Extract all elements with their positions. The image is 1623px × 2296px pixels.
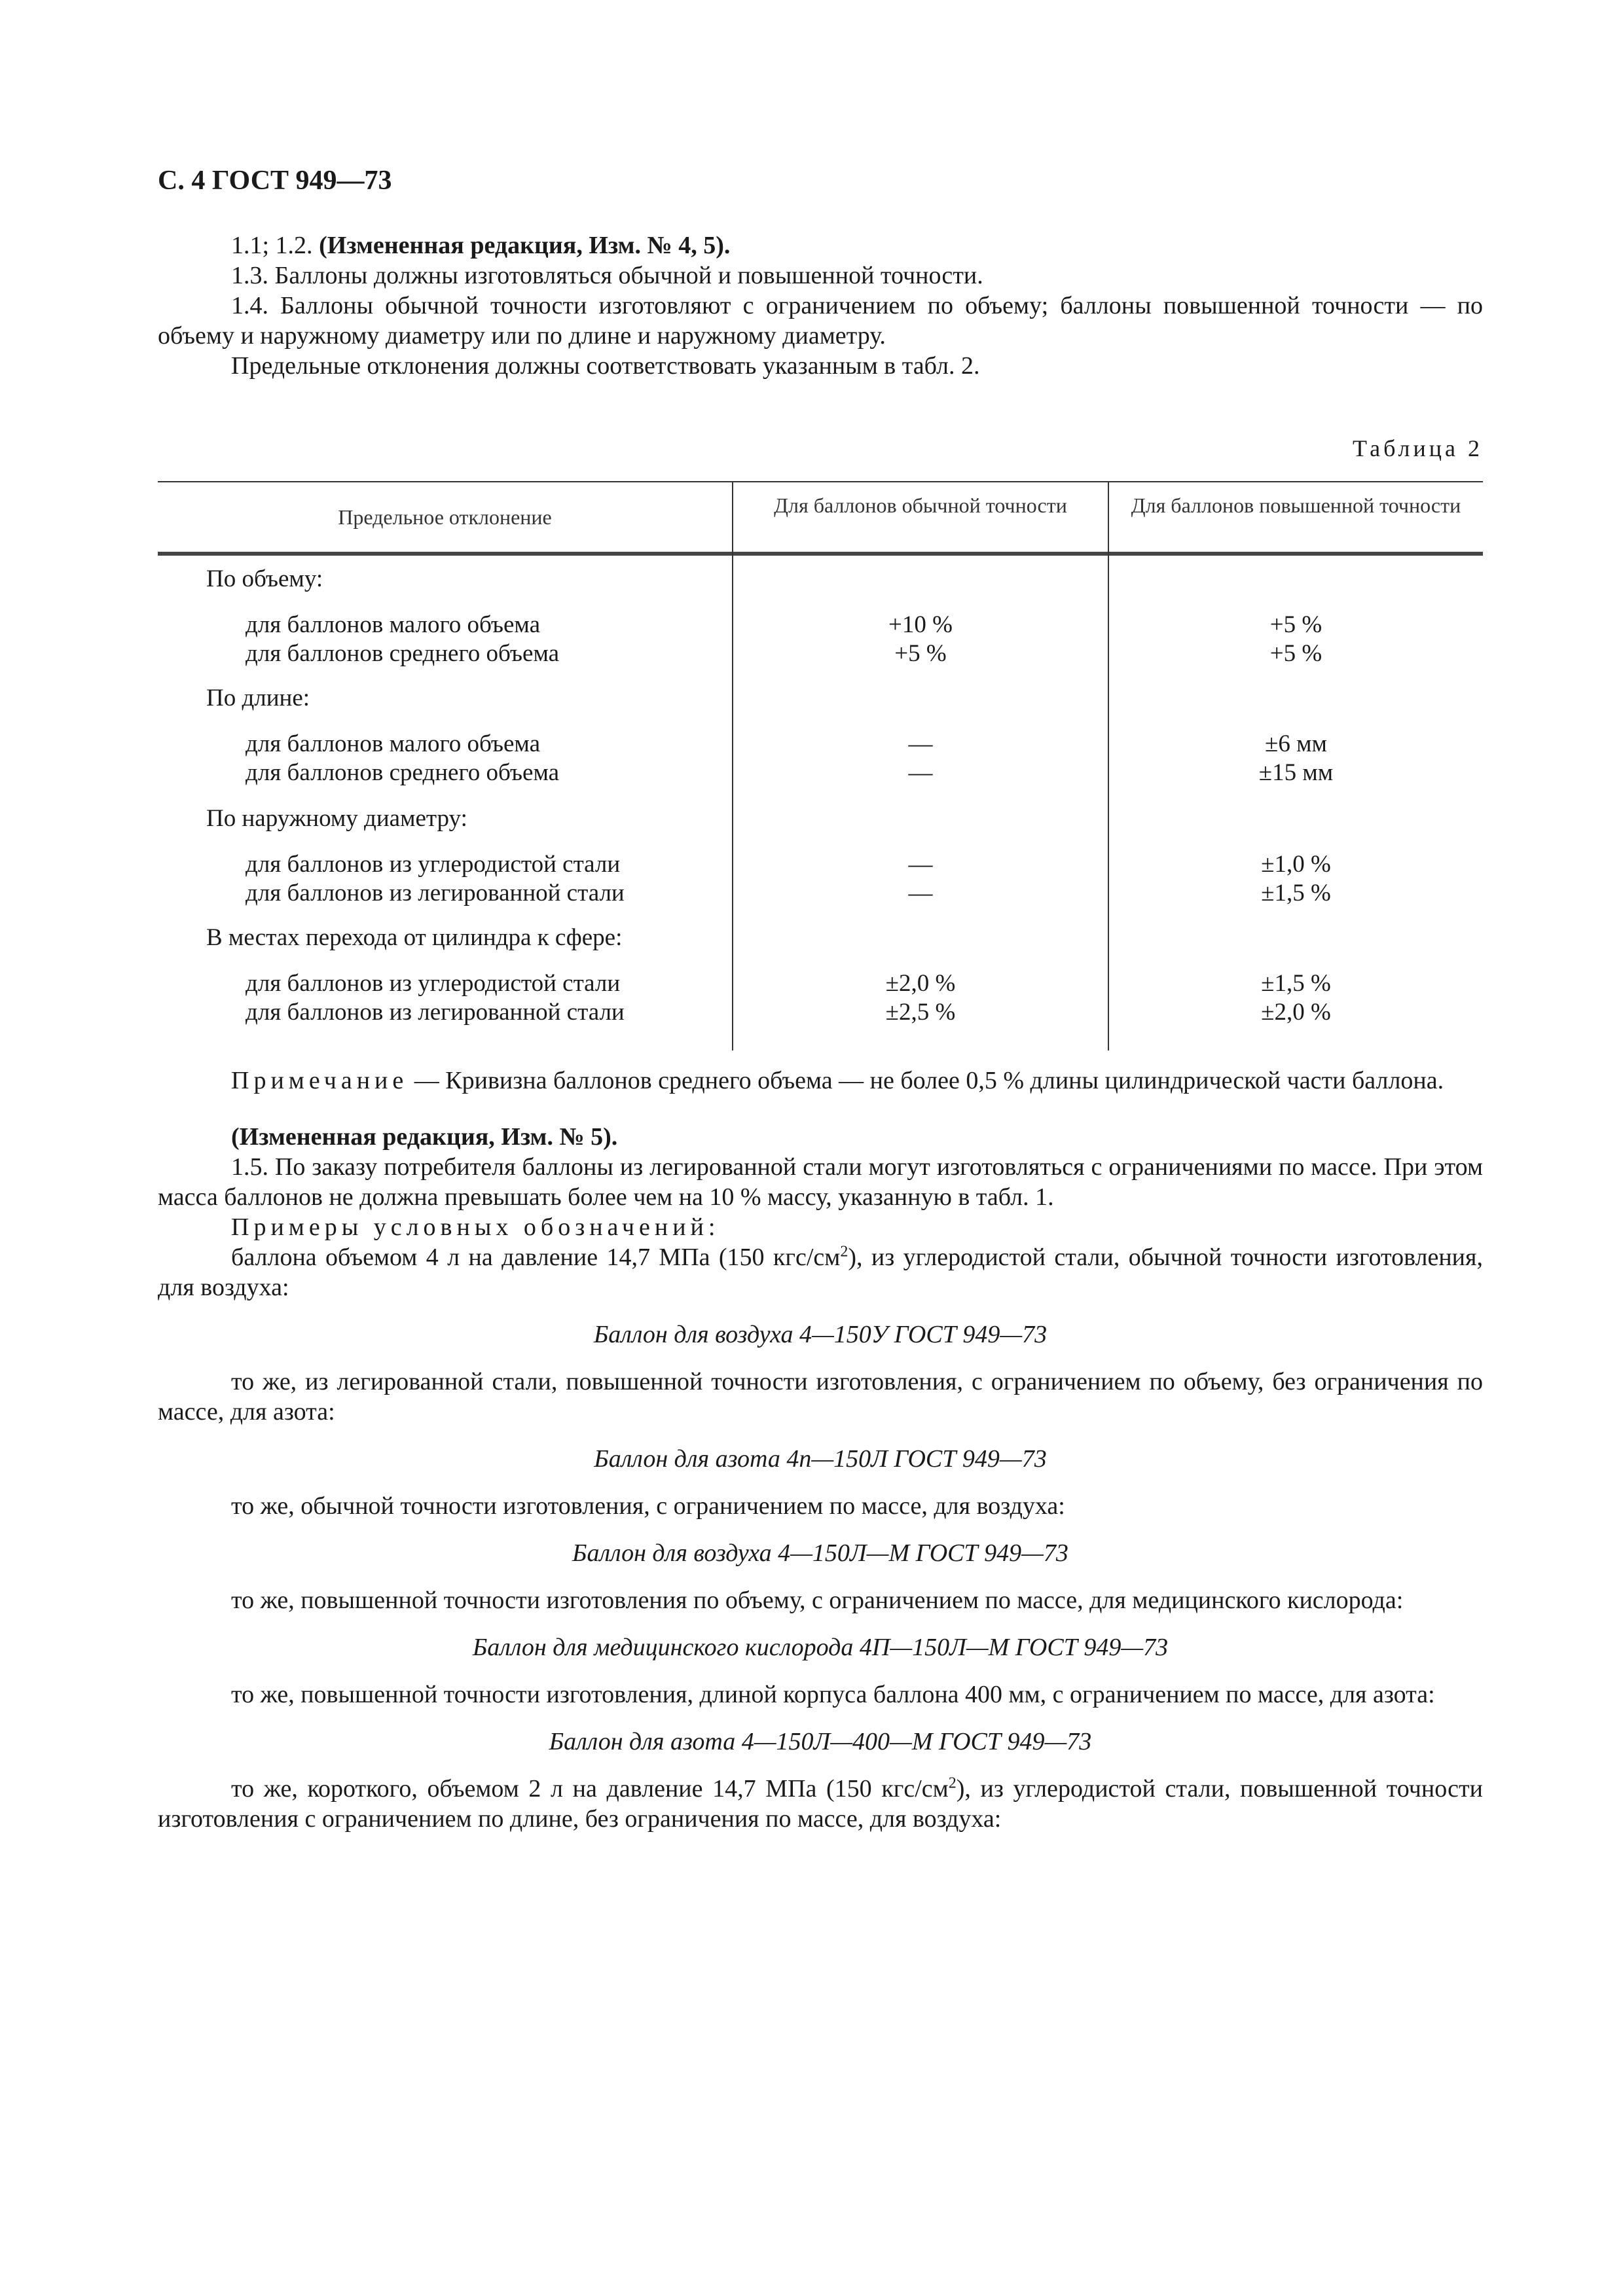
page-header: С. 4 ГОСТ 949—73 (158, 166, 392, 196)
table-cell-normal: ±2,5 % (885, 999, 956, 1026)
paragraph-prefix: 1.1; 1.2. (231, 232, 319, 259)
table-cell-normal: ±2,0 % (885, 970, 956, 997)
table-cell-high: ±1,0 % (1261, 851, 1331, 878)
example-2-text: то же, из легированной стали, повышенной точности изготовления, с ограничением по объему, без ограничения по массе, для азота: (158, 1368, 1483, 1426)
table-cell-normal: +5 % (894, 640, 947, 667)
examples-title-text: Примеры условных обозначений: (231, 1213, 720, 1241)
paragraph-1-1 (158, 230, 1483, 260)
paragraph-1-3: 1.3. Баллоны должны изготовляться обычной и повышенной точности. (231, 262, 983, 289)
example-2-designation: Баллон для азота 4п—150Л ГОСТ 949—73 (594, 1445, 1047, 1473)
table-header-cell: Для баллонов повышенной точности (1131, 493, 1461, 517)
table-caption: Таблица 2 (1353, 435, 1483, 461)
table-row-label: для баллонов малого объема (246, 730, 540, 757)
table-row-label: для баллонов из углеродистой стали (246, 851, 621, 878)
table-cell-normal: — (908, 730, 933, 757)
table-header-cell: Предельное отклонение (338, 505, 552, 529)
deviation-table (158, 481, 1483, 1050)
revision-note-text: (Измененная редакция, Изм. № 5). (231, 1123, 618, 1151)
note-label: Примечание (231, 1067, 409, 1094)
table-row-label: для баллонов из углеродистой стали (246, 970, 621, 997)
table-group-title: По объему: (206, 565, 323, 592)
table-row-label: для баллонов из легированной стали (246, 999, 625, 1026)
table-header-cell: Для баллонов обычной точности (774, 493, 1067, 517)
examples-title (158, 1212, 1483, 1242)
example-3-text: то же, обычной точности изготовления, с ограничением по массе, для воздуха: (231, 1492, 1065, 1520)
text-span: то же, короткого, объемом 2 л на давление 14,7 МПа (150 кгс/см (231, 1775, 949, 1803)
table-cell-high: +5 % (1269, 640, 1322, 667)
table-group-title: В местах перехода от цилиндра к сфере: (206, 924, 623, 951)
example-5-text: то же, повышенной точности изготовления, длиной корпуса баллона 400 мм, с ограничением по массе, для азота: (231, 1681, 1435, 1708)
paragraph-1-5: 1.5. По заказу потребителя баллоны из легированной стали могут изготовляться с ограничениями по массе. При этом масса баллонов не должна превышать более чем на 10 % массу, указанную в табл. 1. (158, 1153, 1483, 1211)
note-text: — Кривизна баллонов среднего объема — не более 0,5 % длины цилиндрической части баллона. (408, 1067, 1444, 1094)
text-span: баллона объемом 4 л на давление 14,7 МПа (150 кгс/см (231, 1244, 841, 1271)
example-1-designation: Баллон для воздуха 4—150У ГОСТ 949—73 (593, 1321, 1048, 1348)
example-3-designation: Баллон для воздуха 4—150Л—М ГОСТ 949—73 (572, 1539, 1068, 1567)
table-row-label: для баллонов из легированной стали (246, 880, 625, 906)
table-row-label: для баллонов среднего объема (246, 640, 560, 667)
table-group-title: По длине: (206, 685, 310, 711)
table-cell-normal: — (908, 851, 933, 878)
superscript: 2 (948, 1774, 957, 1792)
table-cell-high: ±15 мм (1258, 759, 1334, 786)
text-span: ), из углеродистой стали, повышенной точности изготовления с ограничением по длине, без ограничения по массе, для воздуха: (158, 1775, 1483, 1833)
paragraph-1-4: 1.4. Баллоны обычной точности изготовляют с ограничением по объему; баллоны повышенной точности — по объему и наружному диаметру или по длине и наружному диаметру. (158, 292, 1483, 350)
intro-block (158, 230, 1483, 381)
table-header-rule (158, 552, 1483, 556)
example-4-designation: Баллон для медицинского кислорода 4П—150Л—М ГОСТ 949—73 (472, 1634, 1169, 1661)
table-note (158, 1066, 1483, 1096)
table-top-rule (158, 481, 1483, 482)
table-cell-normal: — (908, 759, 933, 786)
text-span: ), из углеродистой стали, обычной точности изготовления, для воздуха: (158, 1244, 1483, 1301)
table-cell-high: ±1,5 % (1261, 970, 1331, 997)
example-5-designation: Баллон для азота 4—150Л—400—М ГОСТ 949—73 (549, 1728, 1092, 1755)
table-row-label: для баллонов среднего объема (246, 759, 560, 786)
table-row-label: для баллонов малого объема (246, 611, 540, 638)
superscript: 2 (840, 1243, 848, 1261)
table-cell-normal: — (908, 880, 933, 906)
table-cell-normal: +10 % (888, 611, 953, 638)
revision-note-5 (158, 1122, 1483, 1152)
example-4-text: то же, повышенной точности изготовления по объему, с ограничением по массе, для медицинского кислорода: (231, 1587, 1404, 1614)
revision-note: (Измененная редакция, Изм. № 4, 5). (319, 232, 731, 259)
table-cell-high: ±2,0 % (1261, 999, 1331, 1026)
example-6-text (158, 1774, 1483, 1834)
table-cell-high: +5 % (1269, 611, 1322, 638)
main-text (158, 1066, 1483, 1834)
table-cell-high: ±1,5 % (1261, 880, 1331, 906)
example-1-text (158, 1242, 1483, 1302)
paragraph-limits: Предельные отклонения должны соответствовать указанным в табл. 2. (231, 352, 980, 380)
table-cell-high: ±6 мм (1265, 730, 1327, 757)
table-group-title: По наружному диаметру: (206, 805, 467, 832)
